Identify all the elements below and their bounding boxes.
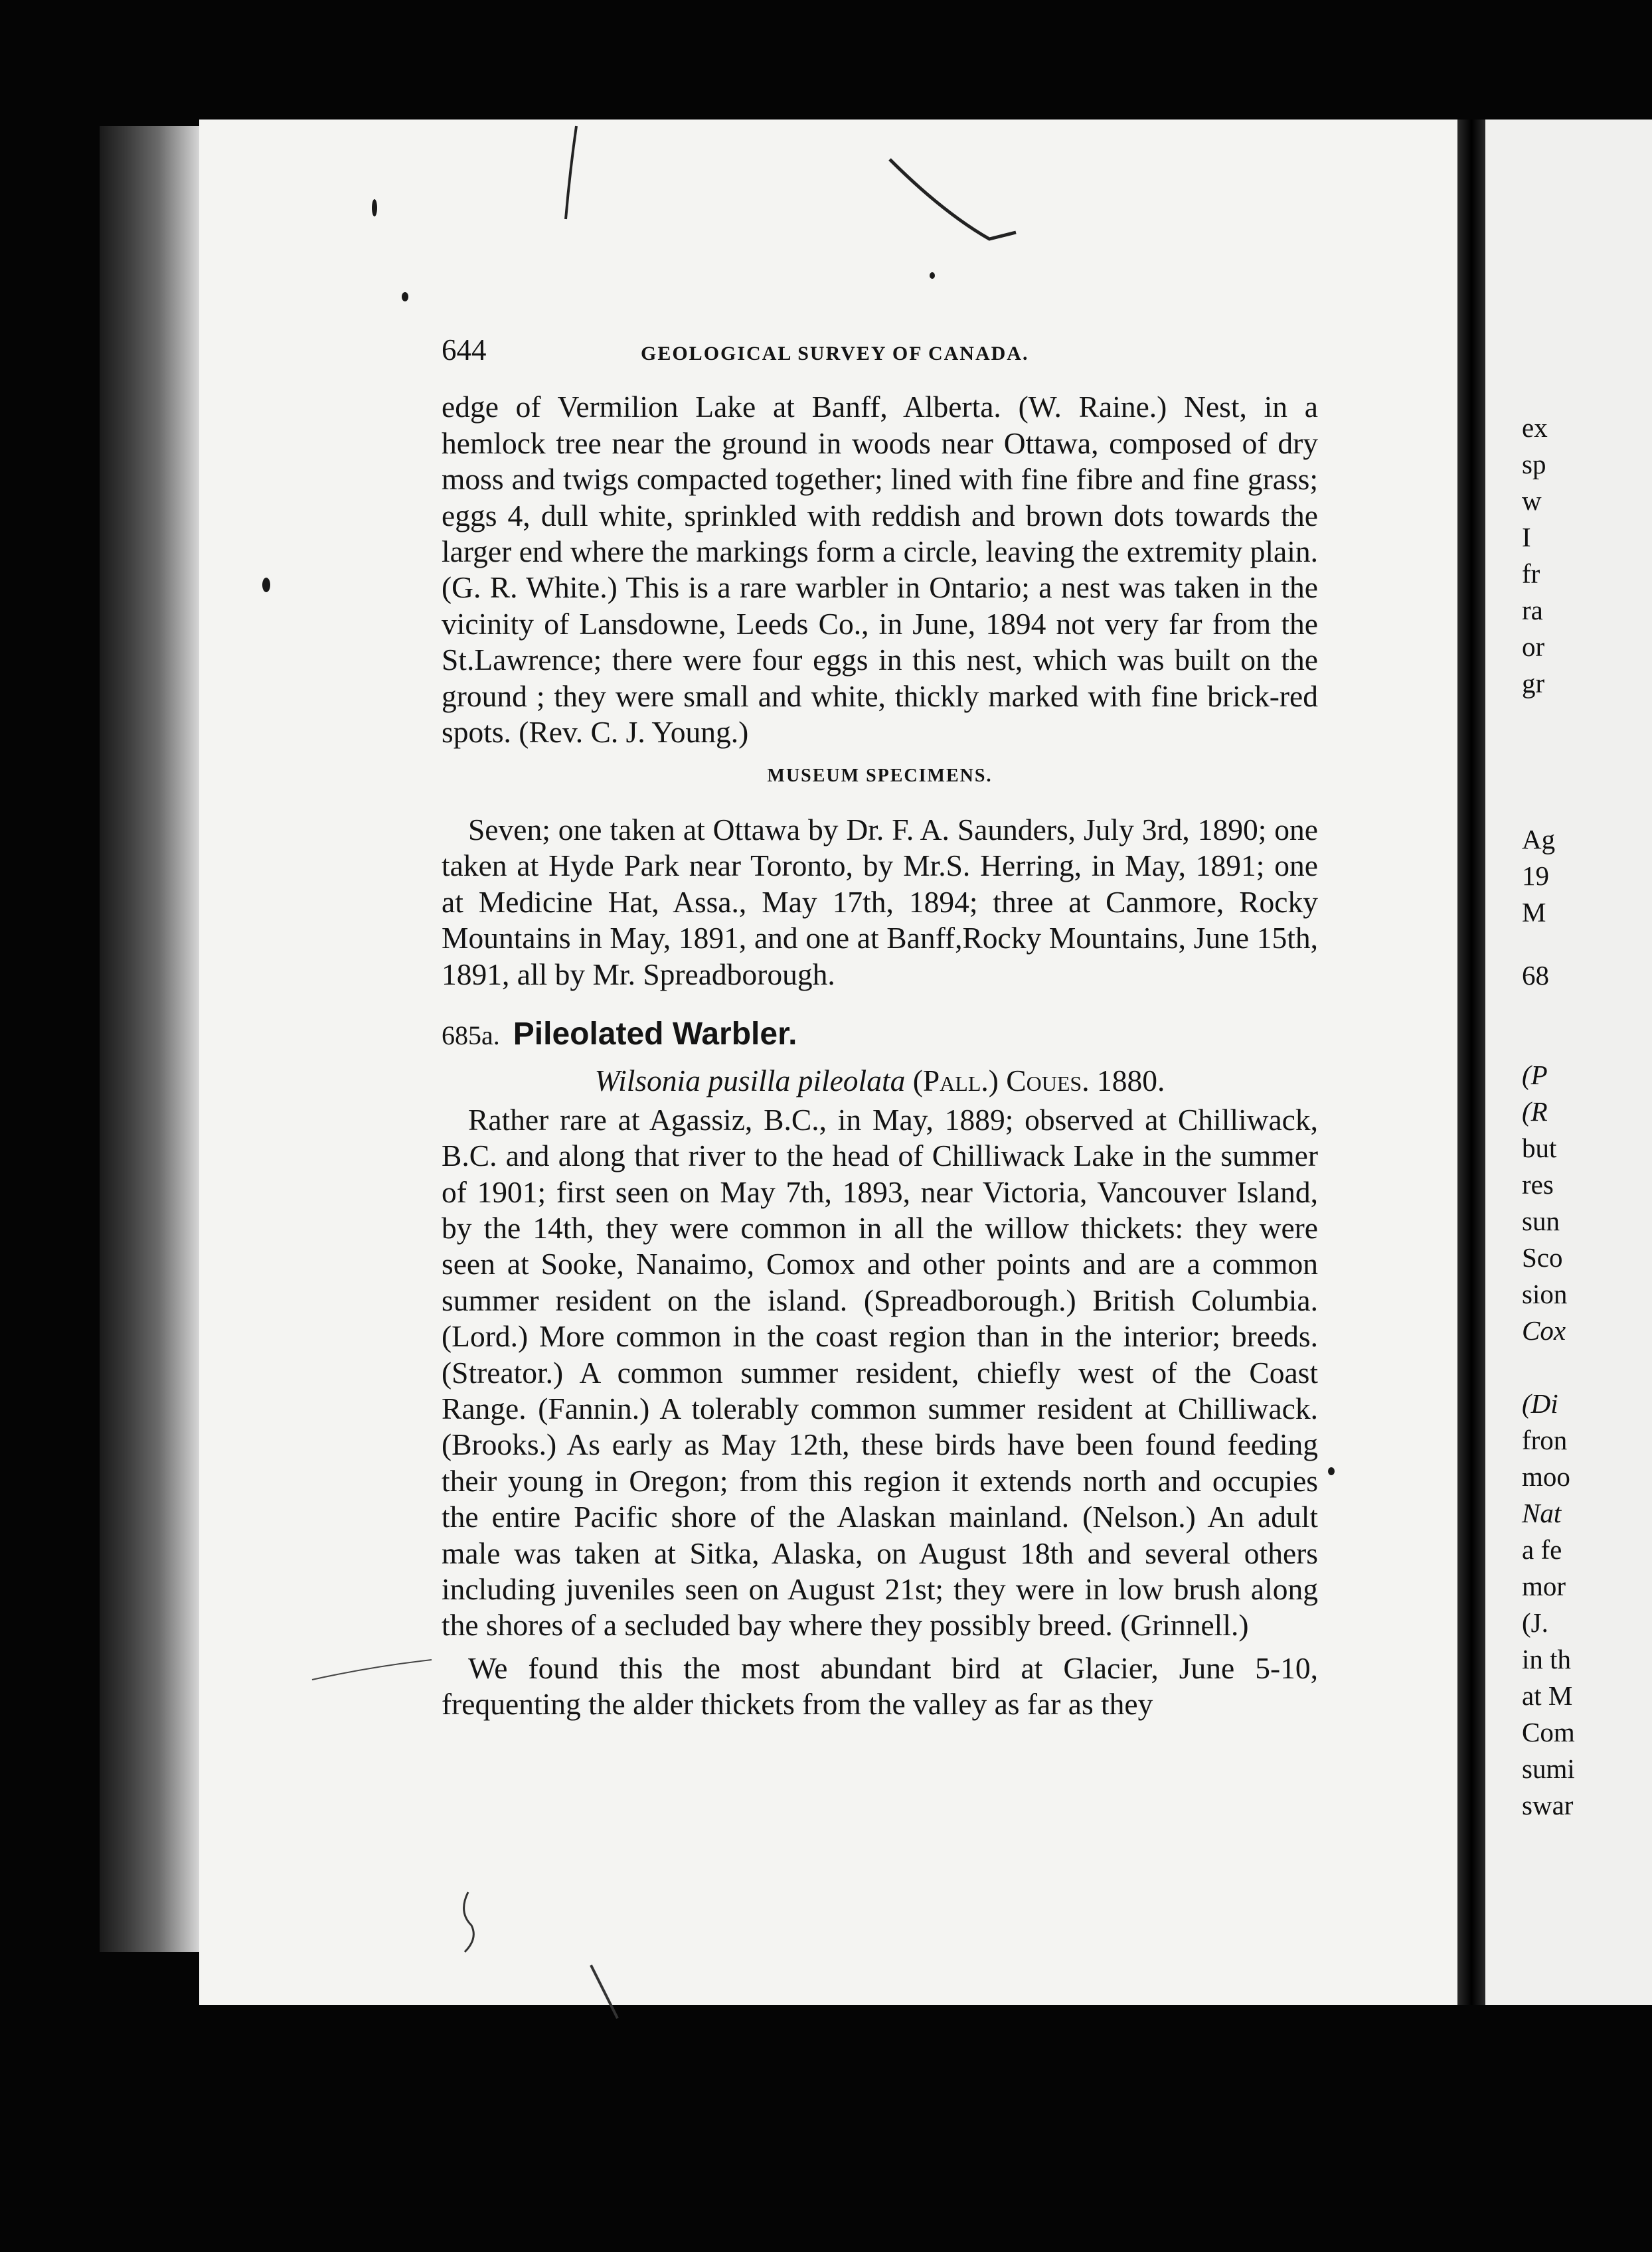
right-page-fragment: sion (1522, 1279, 1568, 1309)
scientific-name: Wilsonia pusilla pileolata (594, 1064, 906, 1098)
right-page-fragment: at M (1522, 1680, 1573, 1711)
right-page-fragment: (Di (1522, 1388, 1558, 1419)
page-content (442, 332, 1318, 1723)
right-page-fragment: in th (1522, 1644, 1572, 1674)
museum-specimens-paragraph: Seven; one taken at Ottawa by Dr. F. A. Saunders, July 3rd, 1890; one taken at Hyde Park near Toronto, by Mr.S. Herring, in May, 1891; one at Medicine Hat, Assa., May 17th, 1894; three at Canmore, Rocky Mountains in May, 1891, and one at Banff,Rocky Mountains, June 15th, 1891, all by Mr. Spreadborough. (442, 812, 1318, 991)
right-page-fragment: Nat (1522, 1498, 1562, 1528)
right-page-fragment: 19 (1522, 860, 1549, 891)
right-page-fragment: sumi (1522, 1753, 1575, 1784)
right-page-fragment: fr (1522, 558, 1540, 589)
right-page-fragment: Com (1522, 1717, 1575, 1747)
right-page-fragment: (P (1522, 1060, 1548, 1090)
right-page-fragment: sun (1522, 1206, 1560, 1236)
right-page-fragment: a fe (1522, 1534, 1562, 1565)
right-page-fragment: I (1522, 522, 1531, 552)
right-page-fragment: but (1522, 1133, 1557, 1163)
right-page-fragment: ex (1522, 412, 1548, 443)
right-page-fragment: fron (1522, 1425, 1568, 1455)
running-title: GEOLOGICAL SURVEY OF CANADA. (641, 343, 1029, 364)
right-page-fragment: swar (1522, 1790, 1574, 1820)
right-page-fragment: moo (1522, 1461, 1570, 1492)
species-number: 685a. (442, 1020, 500, 1050)
page-header (442, 332, 1318, 372)
right-page-fragment: res (1522, 1169, 1554, 1200)
year: 1880. (1096, 1064, 1165, 1098)
right-page-fragment: Cox (1522, 1315, 1566, 1346)
right-page-fragment: (J. (1522, 1607, 1548, 1638)
right-page-fragment: w (1522, 485, 1542, 516)
species-paragraph-continued: We found this the most abundant bird at Glacier, June 5-10, frequenting the alder thickets from the valley as far as they (442, 1650, 1318, 1722)
page-number: 644 (442, 333, 487, 366)
species-name: Pileolated Warbler. (513, 1016, 797, 1052)
species-paragraph: Rather rare at Agassiz, B.C., in May, 1889; observed at Chilliwack, B.C. and along that river to the head of Chilliwack Lake in the summer of 1901; first seen on May 7th, 1893, near Victoria, Vancouver Island, by the 14th, they were common in all the willow thickets: they were seen at Sooke, Nanaimo, Comox and other points and are a common summer resident on the island. (Spreadborough.) British Columbia. (Lord.) More common in the coast region than in the interior; breeds. (Streator.) A common summer resident, chiefly west of the Coast Range. (Fannin.) A tolerably common summer resident at Chilliwack. (Brooks.) As early as May 12th, these birds have been found feeding their young in Oregon; from this region it extends north and occupies the entire Pacific shore of the Alaskan mainland. (Nelson.) An adult male was taken at Sitka, Alaska, on August 18th and several others including juveniles seen on August 21st; they were in low brush along the shores of a secluded bay where they possibly breed. (Grinnell.) (442, 1102, 1318, 1643)
right-page-fragment: Sco (1522, 1242, 1563, 1273)
right-page-fragment: 68 (1522, 960, 1549, 991)
scientific-name-line (442, 1063, 1318, 1099)
intro-paragraph: edge of Vermilion Lake at Banff, Alberta. (W. Raine.) Nest, in a hemlock tree near the ground in woods near Ottawa, composed of dry moss and twigs compacted together; lined with fine fibre and fine grass; eggs 4, dull white, sprinkled with reddish and brown dots towards the larger end where the markings form a circle, leaving the extremity plain. (G. R. White.) This is a rare warbler in Ontario; a nest was taken in the vicinity of Lansdowne, Leeds Co., in June, 1894 not very far from the St.Lawrence; there were four eggs in this nest, which was built on the ground ; they were small and white, thickly marked with fine brick-red spots. (Rev. C. J. Young.) (442, 390, 1318, 750)
right-page-fragment: mor (1522, 1571, 1566, 1601)
authority: (Pall.) Coues. (912, 1064, 1090, 1098)
right-page-fragment: Ag (1522, 824, 1556, 854)
right-page-fragment: ra (1522, 595, 1543, 625)
museum-specimens-heading: MUSEUM SPECIMENS. (767, 765, 993, 787)
right-page-fragment: sp (1522, 449, 1546, 479)
right-page-fragment: or (1522, 631, 1545, 662)
right-page-fragment: (R (1522, 1096, 1548, 1127)
right-page-fragment: gr (1522, 668, 1545, 698)
right-page-fragment: M (1522, 897, 1546, 927)
species-heading (442, 1016, 1318, 1054)
